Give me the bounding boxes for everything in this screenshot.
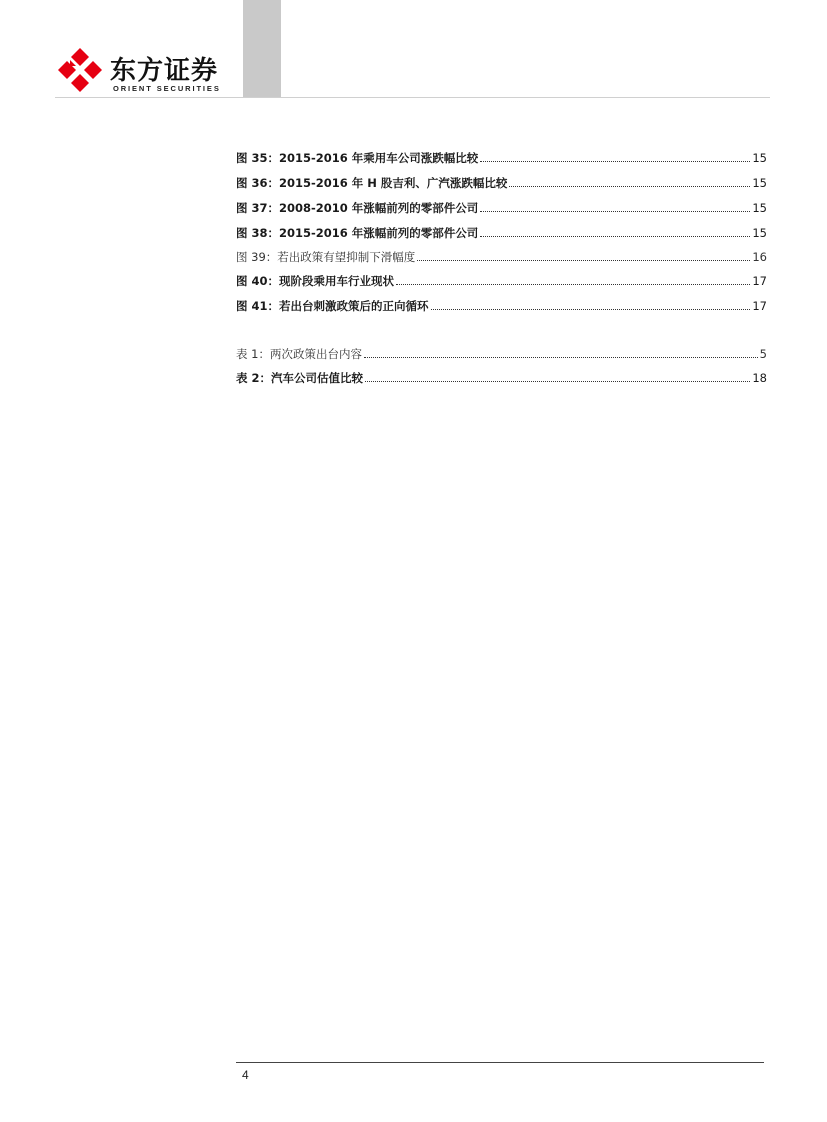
toc-entry-table-1[interactable] xyxy=(236,346,767,362)
toc-entry-figure-36[interactable] xyxy=(236,175,767,191)
page-number: 4 xyxy=(242,1068,249,1082)
toc-entry-page: 15 xyxy=(752,226,767,240)
toc-entry-page: 5 xyxy=(759,347,767,361)
toc-entry-figure-40[interactable] xyxy=(236,273,767,289)
dot-leader xyxy=(509,186,750,187)
toc-entry-label: 图 35：2015-2016 年乘用车公司涨跌幅比较 xyxy=(236,151,479,165)
toc-entry-label: 表 2：汽车公司估值比较 xyxy=(236,371,364,385)
dot-leader xyxy=(480,236,750,237)
toc-entry-figure-38[interactable] xyxy=(236,225,767,241)
toc-entry-label: 图 37：2008-2010 年涨幅前列的零部件公司 xyxy=(236,201,479,215)
toc-entry-label: 图 38：2015-2016 年涨幅前列的零部件公司 xyxy=(236,226,479,240)
toc-entry-label: 图 41：若出台刺激政策后的正向循环 xyxy=(236,299,429,313)
brand-name-cn: 东方证券 xyxy=(110,56,219,86)
toc-entry-page: 17 xyxy=(752,274,767,288)
footer-divider xyxy=(236,1062,764,1063)
dot-leader xyxy=(396,284,750,285)
toc-entry-page: 17 xyxy=(752,299,767,313)
dot-leader xyxy=(364,357,758,358)
header-tab-decoration xyxy=(243,0,281,97)
toc-entry-label: 图 39：若出政策有望抑制下滑幅度 xyxy=(236,250,416,264)
dot-leader xyxy=(417,260,750,261)
toc-entry-page: 15 xyxy=(752,201,767,215)
toc-entry-label: 表 1：两次政策出台内容 xyxy=(236,347,362,361)
toc-entry-page: 15 xyxy=(752,151,767,165)
toc-entry-page: 18 xyxy=(752,371,767,385)
toc-entry-figure-37[interactable] xyxy=(236,200,767,216)
dot-leader xyxy=(431,309,751,310)
dot-leader xyxy=(480,161,750,162)
toc-entry-page: 16 xyxy=(752,250,767,264)
dot-leader xyxy=(365,381,750,382)
toc-entry-figure-39[interactable] xyxy=(236,249,767,265)
toc-entry-label: 图 40：现阶段乘用车行业现状 xyxy=(236,274,395,288)
toc-entry-page: 15 xyxy=(752,176,767,190)
toc-entry-table-2[interactable] xyxy=(236,370,767,386)
toc-entry-label: 图 36：2015-2016 年 H 股吉利、广汽涨跌幅比较 xyxy=(236,176,508,190)
orient-securities-logo-icon xyxy=(56,46,104,94)
page-header xyxy=(0,0,827,100)
toc-entry-figure-41[interactable] xyxy=(236,298,767,314)
toc-entry-figure-35[interactable] xyxy=(236,150,767,166)
header-divider xyxy=(55,97,770,98)
brand-name-en: ORIENT SECURITIES xyxy=(113,84,221,93)
dot-leader xyxy=(480,211,750,212)
